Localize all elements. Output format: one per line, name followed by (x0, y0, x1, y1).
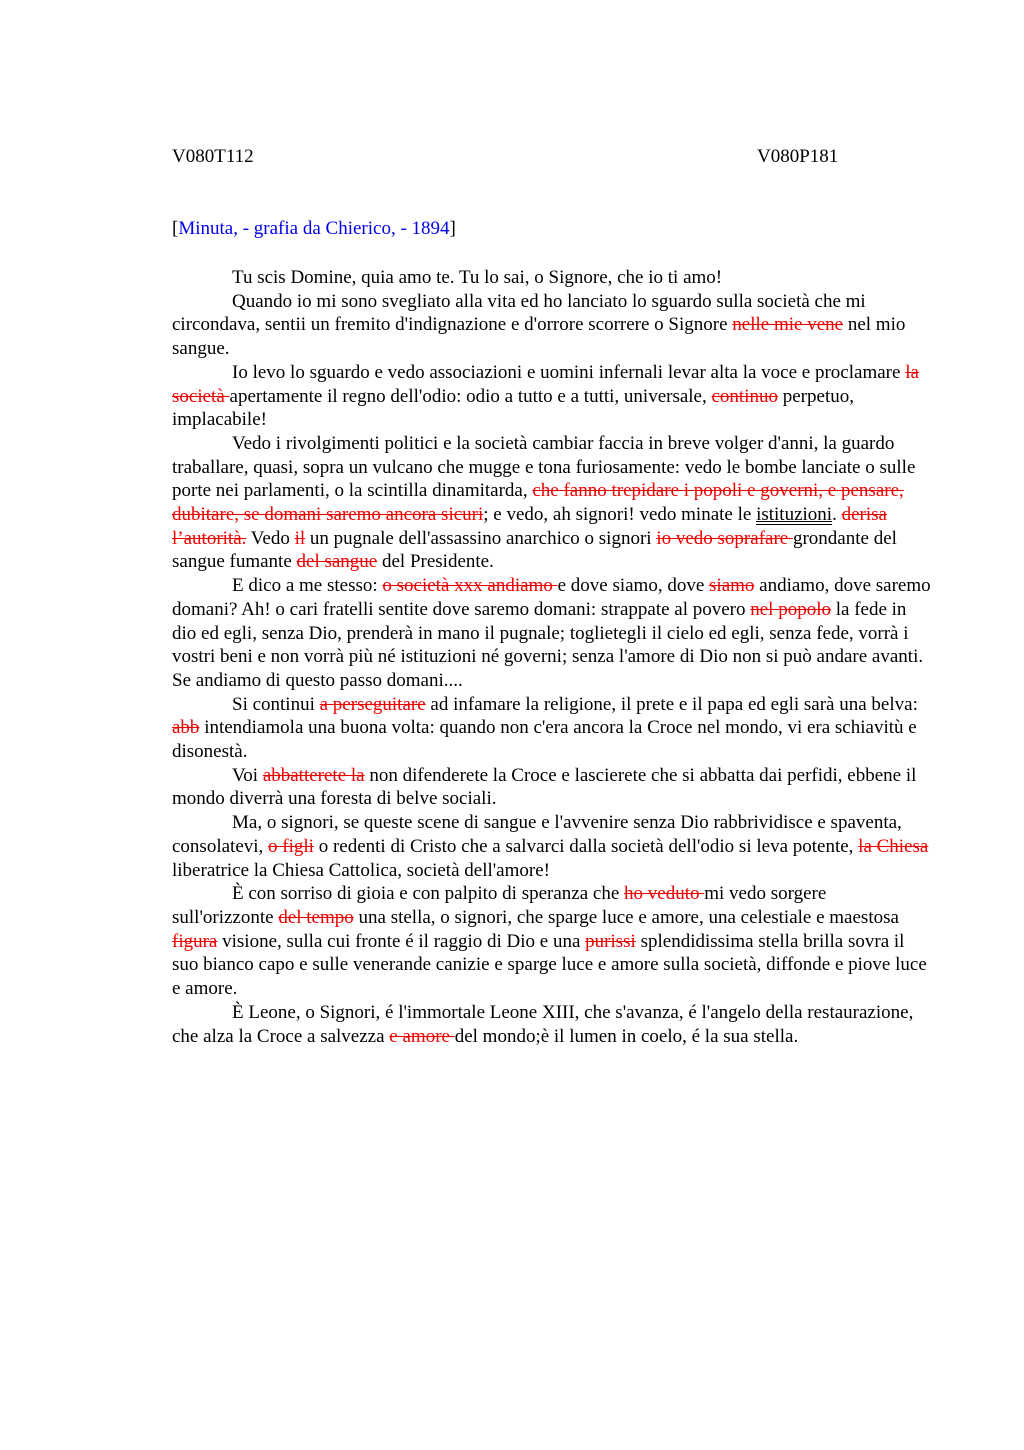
deleted-text: del sangue (296, 551, 378, 573)
text-run: apertamente il regno dell'odio: odio a tutto e a tutti, universale, (229, 385, 712, 407)
text-run: o redenti di Cristo che a salvarci dalla società dell'odio si leva potente, (313, 835, 859, 857)
deleted-text: e amore (389, 1025, 455, 1047)
deleted-text: o figli (268, 835, 314, 857)
text-run: perpetuo, implacabile! (172, 385, 854, 431)
text-run: È Leone, o Signori, é l'immortale Leone XIII, che s'avanza, é l'angelo della restaurazione, che alza la Croce a salvezza (172, 1001, 914, 1047)
text-run: Tu scis Domine, quia amo te. Tu lo sai, o Signore, che io ti amo! (232, 267, 723, 288)
deleted-text: la Chiesa (858, 835, 929, 857)
paragraph (172, 574, 932, 693)
text-run: un pugnale dell'assassino anarchico o signori (305, 527, 657, 549)
deleted-text: il (294, 527, 306, 549)
text-run: E dico a me stesso: (232, 575, 383, 597)
note-text: Minuta, - grafia da Chierico, - 1894 (178, 218, 450, 239)
note-open-bracket: [ (172, 218, 179, 239)
underlined-text: istituzioni (756, 504, 833, 526)
text-run: . (832, 504, 842, 526)
text-run: e dove siamo, dove (557, 575, 710, 597)
text-run: splendidissima stella brilla sovra il suo bianco capo e sulle venerande canizie e sparge luce e amore sulla società, diffonde e piove luce e amore. (172, 930, 927, 1000)
deleted-text: purissi (585, 930, 636, 952)
deleted-text: del tempo (278, 906, 354, 928)
deleted-text: abbatterete la (262, 764, 365, 786)
deleted-text: o società xxx andiamo (382, 575, 558, 597)
deleted-text: ho veduto (624, 883, 705, 905)
paragraph (172, 432, 932, 574)
paragraph (172, 266, 932, 290)
editorial-note (172, 218, 456, 240)
deleted-text: la società (172, 361, 919, 407)
paragraph (172, 290, 932, 361)
text-run: Io levo lo sguardo e vedo associazioni e uomini infernali levar alta la voce e proclamare (232, 361, 906, 383)
text-run: liberatrice la Chiesa Cattolica, società dell'amore! (172, 859, 550, 881)
text-run: È con sorriso di gioia e con palpito di speranza che (232, 883, 625, 905)
text-run: del mondo;è il lumen in coelo, é la sua stella. (454, 1025, 799, 1047)
deleted-text: abb (172, 717, 200, 739)
deleted-text: nel popolo (750, 598, 831, 620)
paragraph (172, 1001, 932, 1048)
text-run: Quando io mi sono svegliato alla vita ed ho lanciato lo sguardo sulla società che mi circondava, sentii un fremito d'indignazione e d'orrore scorrere o Signore (172, 290, 866, 336)
text-run: visione, sulla cui fronte é il raggio di Dio e una (217, 930, 586, 952)
deleted-text: continuo (711, 385, 778, 407)
deleted-text: siamo (709, 575, 755, 597)
paragraph (172, 811, 932, 882)
text-run: una stella, o signori, che sparge luce e amore, una celestiale e maestosa (353, 906, 899, 928)
text-run: la fede in dio ed egli, senza Dio, prenderà in mano il pugnale; toglietegli il cielo ed egli, senza fede, vorrà i vostri beni e non vorrà più né istituzioni né governi; senza l'amore di Dio non si può andare avanti. Se andiamo di questo passo domani.... (172, 598, 924, 691)
text-run: grondante del sangue fumante (172, 527, 897, 573)
deleted-text: che fanno trepidare i popoli e governi, e pensare, dubitare, se domani saremo ancora sicuri (172, 480, 904, 526)
document-code-right: V080P181 (757, 146, 839, 167)
text-run: del Presidente. (377, 551, 494, 573)
text-run: andiamo, dove saremo domani? Ah! o cari fratelli sentite dove saremo domani: strappate al povero (172, 575, 931, 620)
text-run: mi vedo sorgere sull'orizzonte (172, 883, 827, 928)
deleted-text: figura (172, 930, 218, 952)
document-body (172, 266, 932, 1048)
text-run: Si continui (232, 693, 320, 715)
paragraph (172, 882, 932, 1001)
text-run: non difenderete la Croce e lascierete che si abbatta dai perfidi, ebbene il mondo diverrà una foresta di belve sociali. (172, 764, 917, 810)
text-run: Vedo (246, 527, 295, 549)
paragraph (172, 361, 932, 432)
text-run: ; e vedo, ah signori! vedo minate le (483, 504, 757, 526)
deleted-text: nelle mie vene (732, 314, 844, 336)
document-code-left: V080T112 (172, 146, 254, 167)
text-run: nel mio sangue. (172, 314, 906, 360)
deleted-text: io vedo soprafare (656, 527, 793, 549)
note-close-bracket: ] (449, 218, 456, 239)
text-run: ad infamare la religione, il prete e il papa ed egli sarà una belva: (425, 693, 918, 715)
paragraph (172, 764, 932, 811)
text-run: Voi (232, 764, 263, 786)
deleted-text: derisa l’autorità. (172, 504, 887, 549)
text-run: Vedo i rivolgimenti politici e la società cambiar faccia in breve volger d'anni, la guardo traballare, quasi, sopra un vulcano che mugge e tona furiosamente: vedo le bombe lanciate o sulle porte nei parlamenti, o la scintilla dinamitarda, (172, 432, 916, 502)
deleted-text: a perseguitare (319, 693, 426, 715)
paragraph (172, 693, 932, 764)
text-run: Ma, o signori, se queste scene di sangue e l'avvenire senza Dio rabbrividisce e spaventa, consolatevi, (172, 812, 902, 857)
text-run: intendiamola una buona volta: quando non c'era ancora la Croce nel mondo, vi era schiavitù e disonestà. (172, 717, 917, 763)
